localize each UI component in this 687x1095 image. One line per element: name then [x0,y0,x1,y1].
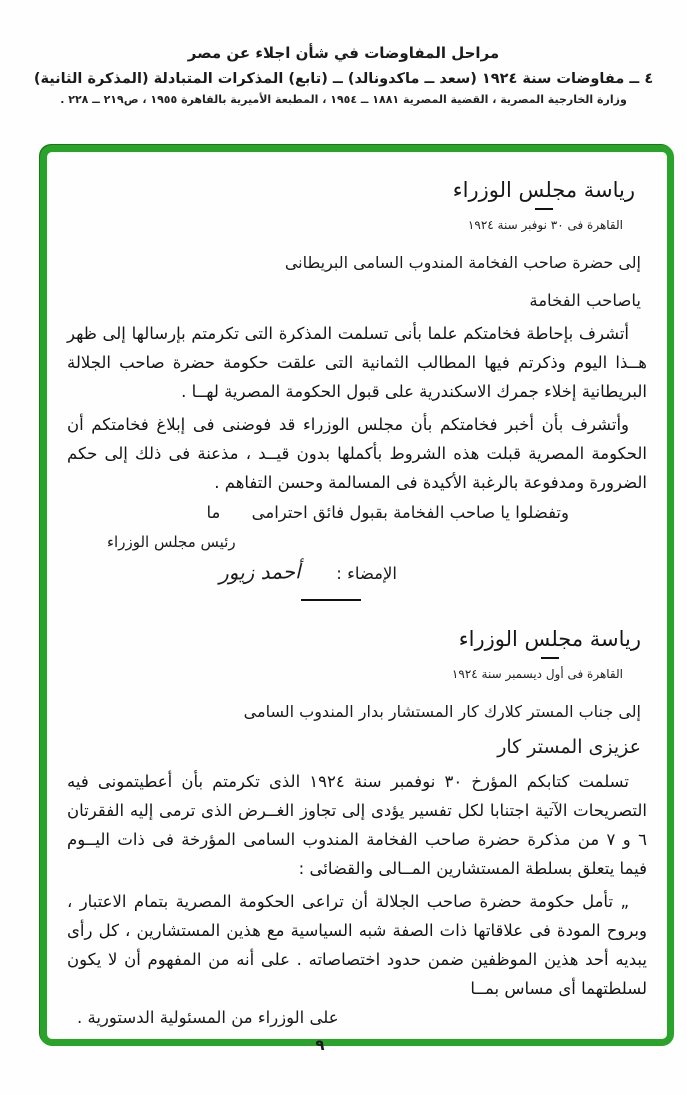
closing-text: وتفضلوا يا صاحب الفخامة بقبول فائق احترامى [251,503,569,522]
letter-salutation: عزيزى المستر كار [497,736,641,758]
letter-recipient: إلى جناب المستر كلارك كار المستشار بدار المندوب السامى [243,702,641,721]
letterhead-rule [535,208,553,210]
letter-recipient: إلى حضرة صاحب الفخامة المندوب السامى البريطانى [284,253,641,272]
letter-paragraph-quote: „ تأمل حكومة حضرة صاحب الجلالة أن تراعى الحكومة المصرية بتمام الاعتبار ، وبروح المودة فى علاقاتها ذات الصفة شبه السياسية مع هذين المستشارين ، كل رأى يبديه أحد هذين الموظفين ضمن حدود اختصاصاته . على أنه من المفهوم أن لا يكون لسلطتهما أى مساس بمــا [67,892,647,998]
letterhead-title: رياسة مجلس الوزراء [458,627,641,651]
letter-closing [67,503,569,522]
letter-salutation: ياصاحب الفخامة [529,291,641,310]
highlight-frame [40,145,674,1046]
signature-title: رئيس مجلس الوزراء [107,533,236,551]
letter-paragraph-tail: على الوزراء من المسئولية الدستورية . [77,1008,339,1027]
letter-date: القاهرة فى ٣٠ نوفبر سنة ١٩٢٤ [467,218,623,232]
letterhead-title: رياسة مجلس الوزراء [452,178,635,202]
closing-artifact: ما [206,503,221,522]
signature-name: أحمد زيور [219,559,302,585]
letter-2 [67,601,647,1032]
document-header [0,44,687,106]
letter-paragraph: أتشرف بإحاطة فخامتكم علما بأنى تسلمت المذكرة التى تكرمتم بإرسالها إلى ظهر هــذا اليوم وذكرتم فيها المطالب الثمانية التى علقت حكومة حضرة صاحب الجلالة البريطانية إخلاء جمرك الاسكندرية على قبول الحكومة المصرية لهــا . [67,324,647,401]
letterhead-rule [541,657,559,659]
signature-label: الإمضاء : [336,564,397,583]
letterhead-2-inner [459,627,641,659]
letter-paragraph: وأتشرف بأن أخبر فخامتكم بأن مجلس الوزراء قد فوضنى فى إبلاغ فخامتكم أن الحكومة المصرية قبلت هذه الشروط بأكملها بدون قيــد ، مذعنة فى ذلك إلى حكم الضرورة ومدفوعة بالرغبة الأكيدة فى المسالمة وحسن التفاهم . [67,415,647,492]
header-source-citation: وزارة الخارجية المصرية ، القضية المصرية ١٨٨١ ــ ١٩٥٤ ، المطبعة الأميرية بالقاهرة ١٩٥٥ ، ص٢١٩ ــ ٢٢٨ . [60,93,627,106]
header-title: مراحل المفاوضات في شأن اجلاء عن مصر [187,44,500,62]
page-number: ٩ [315,1036,325,1054]
letter-date: القاهرة فى أول ديسمبر سنة ١٩٢٤ [451,667,623,681]
letter-paragraph: تسلمت كتابكم المؤرخ ٣٠ نوفمبر سنة ١٩٢٤ الذى تكرمتم بأن أعطيتمونى فيه التصريحات الآتية اجتنابا لكل تفسير يؤدى إلى تجاوز الغــرض الذى ترمى إليه الفقرتان ٦ و ٧ من مذكرة حضرة صاحب الفخامة المندوب السامى المؤرخة فى ذات اليــوم فيما يتعلق بسلطة المستشارين المــالى والقضائى : [67,772,647,878]
letterhead-2 [67,601,647,659]
letterhead-1-inner [453,178,635,210]
letter-1 [67,166,647,584]
letterhead-1 [61,172,641,210]
header-subtitle: ٤ ــ مفاوضات سنة ١٩٢٤ (سعد ــ ماكدونالد) ــ (تابع) المذكرات المتبادلة (المذكرة الثانية) [33,71,654,87]
signature-row [67,560,397,584]
